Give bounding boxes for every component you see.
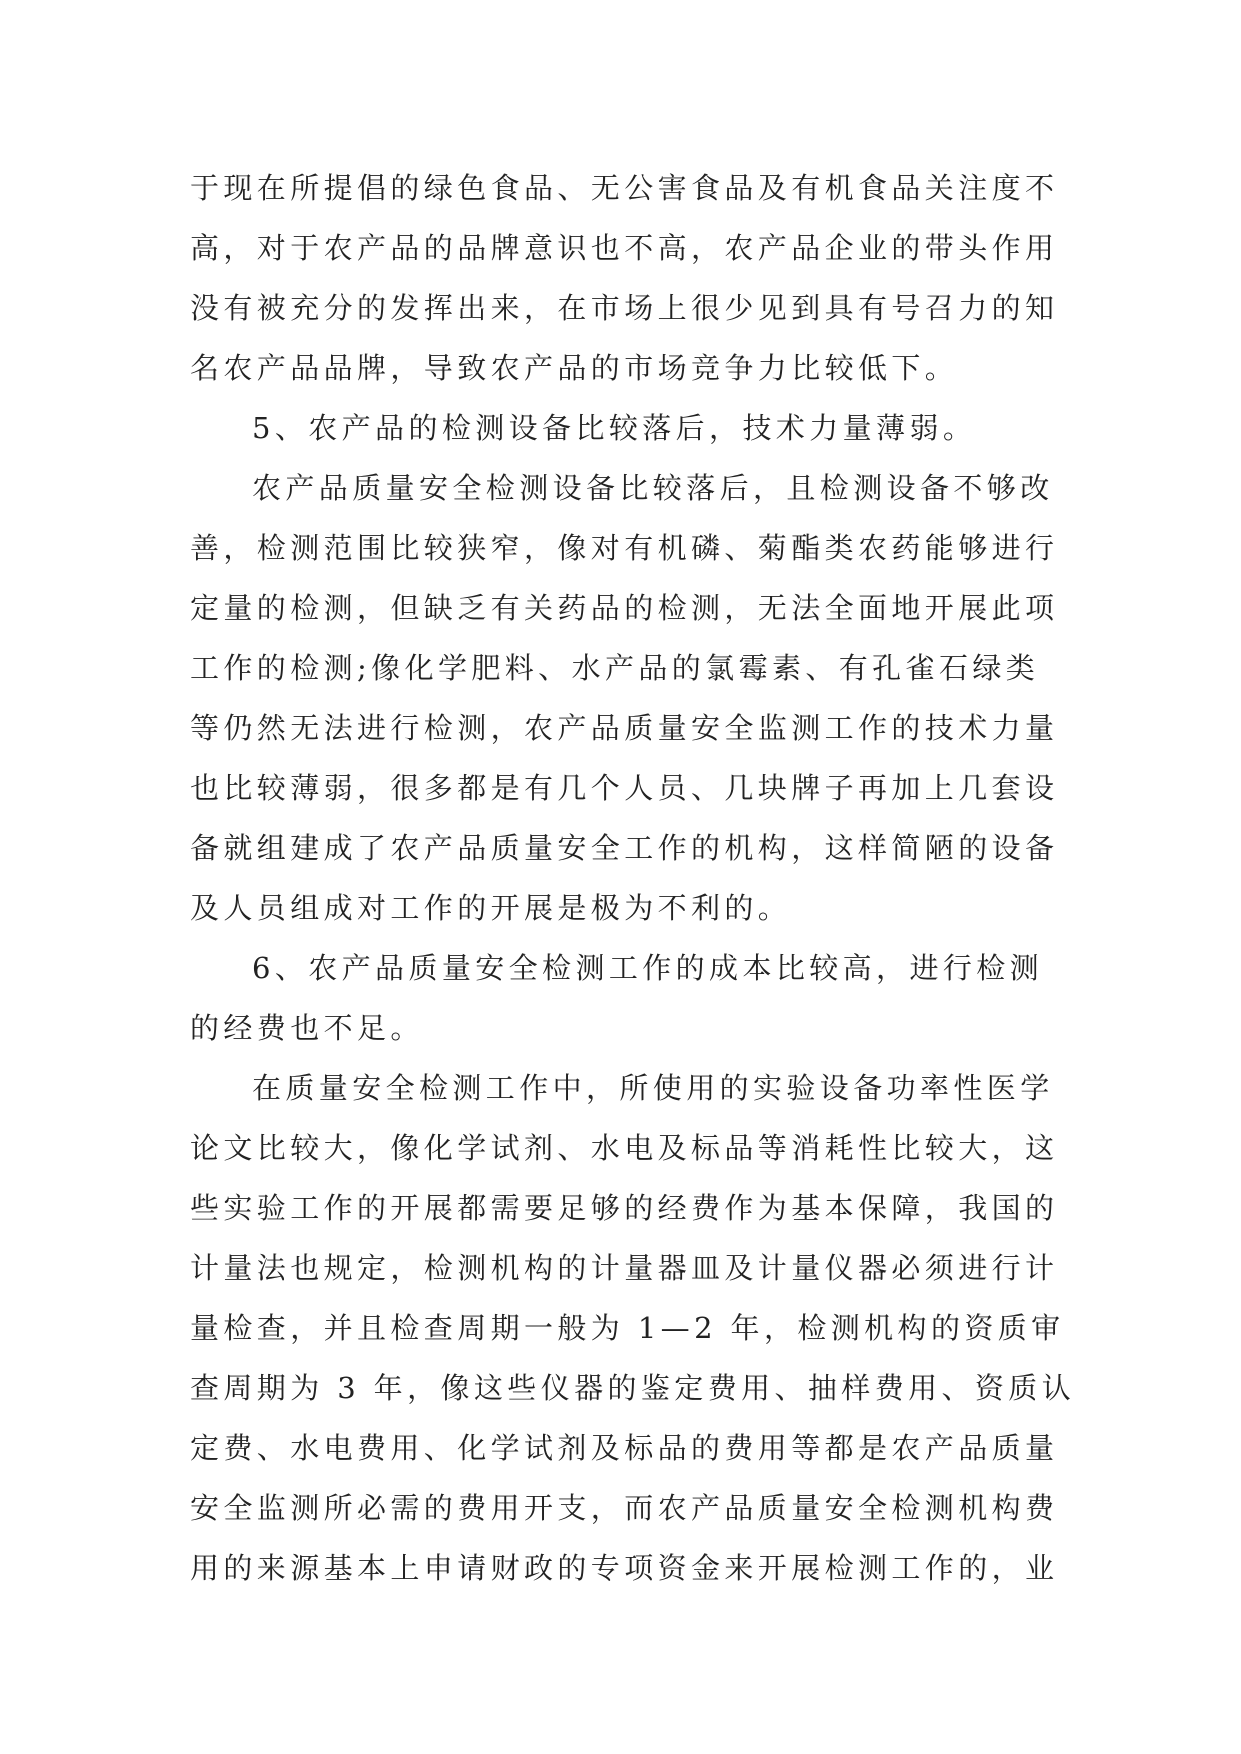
text-line: 工作的检测;像化学肥料、水产品的氯霉素、有孔雀石绿类 — [190, 651, 1040, 685]
text-line: 善，检测范围比较狭窄，像对有机磷、菊酯类农药能够进行 — [190, 531, 1059, 565]
section-heading-5 — [190, 398, 1052, 458]
text-line: 的经费也不足。 — [190, 1011, 424, 1045]
text-line: 定量的检测，但缺乏有关药品的检测，无法全面地开展此项 — [190, 591, 1059, 625]
document-body — [190, 158, 1076, 1598]
text-line: 在质量安全检测工作中，所使用的实验设备功率性医学 — [252, 1071, 1054, 1105]
text-line: 及人员组成对工作的开展是极为不利的。 — [190, 891, 792, 925]
text-line: 用的来源基本上申请财政的专项资金来开展检测工作的，业 — [190, 1551, 1059, 1585]
text-line: 农产品质量安全检测设备比较落后，且检测设备不够改 — [252, 471, 1054, 505]
text-line: 计量法也规定，检测机构的计量器皿及计量仪器必须进行计 — [190, 1251, 1059, 1285]
paragraph-brand-awareness — [190, 158, 1059, 398]
text-line: 量检查，并且检查周期一般为 1—2 年，检测机构的资质审 — [190, 1311, 1065, 1345]
text-line: 6、农产品质量安全检测工作的成本比较高，进行检测 — [252, 951, 1044, 985]
text-line: 安全监测所必需的费用开支，而农产品质量安全检测机构费 — [190, 1491, 1059, 1525]
section-heading-6 — [190, 938, 1052, 1058]
text-line: 等仍然无法进行检测，农产品质量安全监测工作的技术力量 — [190, 711, 1059, 745]
text-line: 没有被充分的发挥出来，在市场上很少见到具有号召力的知 — [190, 291, 1059, 325]
text-line: 查周期为 3 年，像这些仪器的鉴定费用、抽样费用、资质认 — [190, 1371, 1076, 1405]
text-line: 5、农产品的检测设备比较落后，技术力量薄弱。 — [252, 411, 977, 445]
text-line: 论文比较大，像化学试剂、水电及标品等消耗性比较大，这 — [190, 1131, 1059, 1165]
paragraph-testing-costs — [190, 1058, 1076, 1598]
paragraph-testing-equipment — [190, 458, 1059, 938]
text-line: 于现在所提倡的绿色食品、无公害食品及有机食品关注度不 — [190, 171, 1059, 205]
text-line: 名农产品品牌，导致农产品的市场竞争力比较低下。 — [190, 351, 959, 385]
text-line: 也比较薄弱，很多都是有几个人员、几块牌子再加上几套设 — [190, 771, 1059, 805]
text-line: 定费、水电费用、化学试剂及标品的费用等都是农产品质量 — [190, 1431, 1059, 1465]
text-line: 些实验工作的开展都需要足够的经费作为基本保障，我国的 — [190, 1191, 1059, 1225]
text-line: 高，对于农产品的品牌意识也不高，农产品企业的带头作用 — [190, 231, 1059, 265]
text-line: 备就组建成了农产品质量安全工作的机构，这样简陋的设备 — [190, 831, 1059, 865]
